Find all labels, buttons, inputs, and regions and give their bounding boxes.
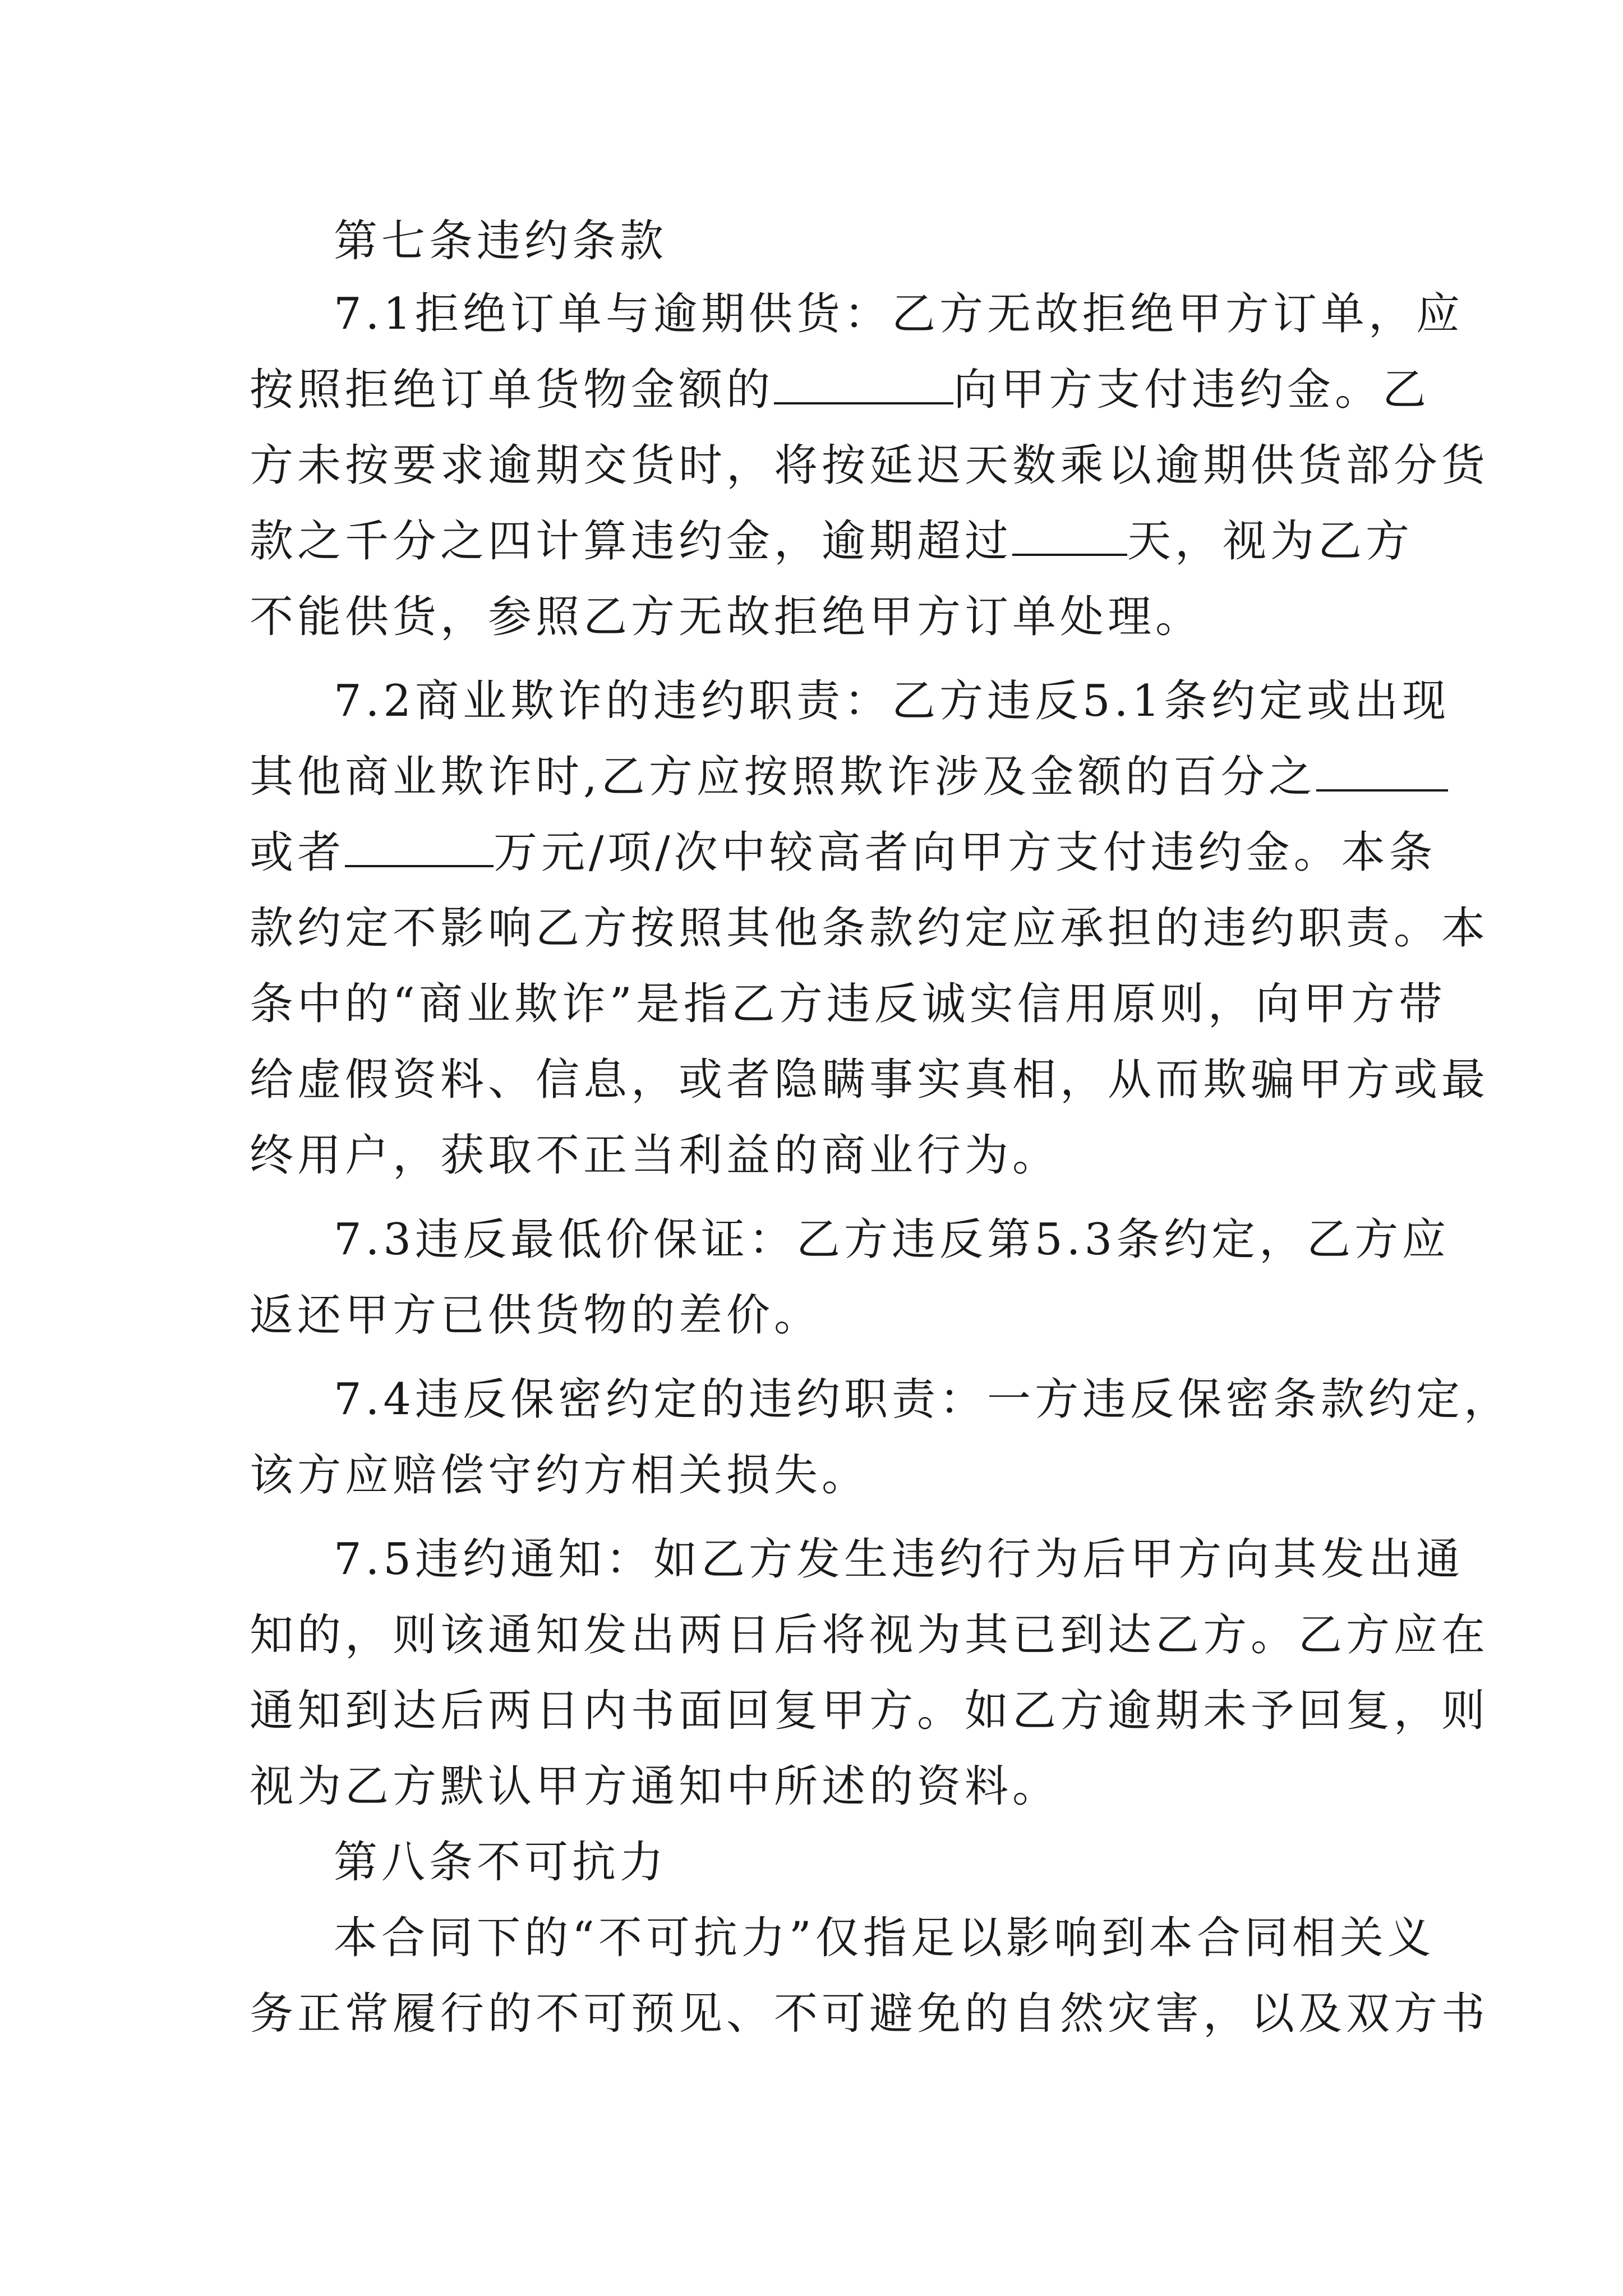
fill-in-blank [774, 363, 953, 404]
clause-7-4-line-2: 该方应赔偿守约方相关损失。 [250, 1450, 870, 1501]
clause-7-5-line-4: 视为乙方默认甲方通知中所述的资料。 [250, 1761, 1061, 1812]
clause-7-5-line-2: 知的，则该通知发出两日后将视为其已到达乙方。乙方应在 [250, 1610, 1490, 1660]
clause-7-2-line-6: 给虚假资料、信息，或者隐瞒事实真相，从而欺骗甲方或最 [250, 1055, 1490, 1105]
text-segment: 款之千分之四计算违约金，逾期超过 [250, 516, 1013, 567]
article-8-line-2: 务正常履行的不可预见、不可避免的自然灾害，以及双方书 [250, 1989, 1490, 2039]
clause-7-2-line-4: 款约定不影响乙方按照其他条款约定应承担的违约职责。本 [250, 903, 1490, 954]
text-segment: 或者 [250, 827, 345, 878]
article-7-title: 第七条违约条款 [334, 216, 668, 266]
clause-7-3-line-1: 7.3违反最低价保证：乙方违反第5.3条约定，乙方应 [334, 1214, 1450, 1265]
fill-in-blank [1316, 750, 1448, 792]
text-segment: 天，视为乙方 [1127, 516, 1414, 567]
clause-7-3-line-2: 返还甲方已供货物的差价。 [250, 1290, 822, 1341]
clause-7-2-line-7: 终用户，获取不正当利益的商业行为。 [250, 1130, 1061, 1181]
clause-7-1-line-5: 不能供货，参照乙方无故拒绝甲方订单处理。 [250, 592, 1204, 642]
clause-7-2-line-2 [250, 746, 1448, 808]
clause-7-2-line-5: 条中的“商业欺诈”是指乙方违反诚实信用原则，向甲方带 [250, 979, 1446, 1029]
clause-7-5-line-3: 通知到达后两日内书面回复甲方。如乙方逾期未予回复，则 [250, 1686, 1490, 1736]
text-segment: 向甲方支付违约金。乙 [953, 365, 1431, 415]
clause-7-4-line-1: 7.4违反保密约定的违约职责：一方违反保密条款约定， [334, 1374, 1512, 1425]
text-segment: 其他商业欺诈时,乙方应按照欺诈涉及金额的百分之 [250, 752, 1316, 802]
clause-7-1-line-1: 7.1拒绝订单与逾期供货：乙方无故拒绝甲方订单，应 [334, 289, 1464, 339]
clause-7-5-line-1: 7.5违约通知：如乙方发生违约行为后甲方向其发出通 [334, 1534, 1464, 1585]
clause-7-1-line-3: 方未按要求逾期交货时，将按延迟天数乘以逾期供货部分货 [250, 440, 1490, 491]
article-8-line-1: 本合同下的“不可抗力”仅指足以影响到本合同相关义 [334, 1913, 1435, 1963]
article-8-title: 第八条不可抗力 [334, 1837, 668, 1888]
fill-in-blank [1012, 514, 1127, 556]
clause-7-2-line-3 [250, 822, 1437, 884]
clause-7-1-line-2 [250, 359, 1430, 421]
clause-7-1-line-4 [250, 510, 1413, 572]
clause-7-2-line-1: 7.2商业欺诈的违约职责：乙方违反5.1条约定或出现 [334, 676, 1450, 726]
text-segment: 按照拒绝订单货物金额的 [250, 365, 774, 415]
fill-in-blank [345, 826, 494, 867]
text-segment: 万元/项/次中较高者向甲方支付违约金。本条 [494, 827, 1437, 878]
